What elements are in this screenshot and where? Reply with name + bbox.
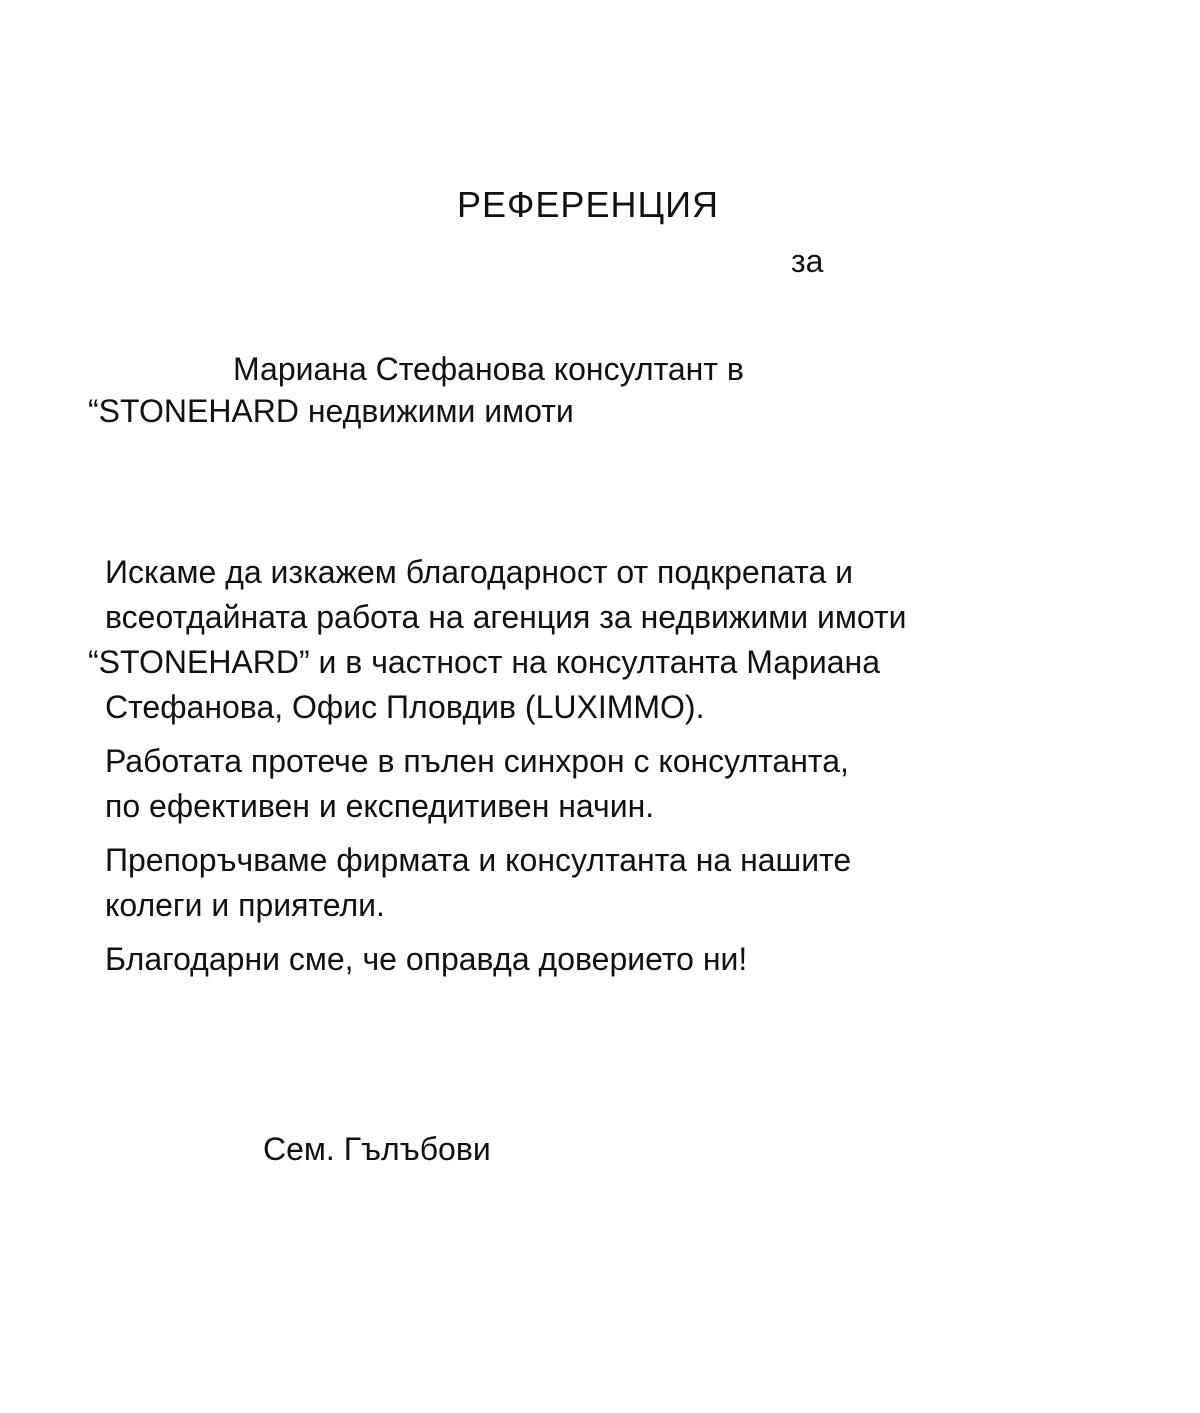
letter-body [88,550,1115,991]
body-line: Работата протече в пълен синхрон с консултанта, [105,743,849,779]
recipient-name-line: Мариана Стефанова консултант в [233,351,744,387]
recipient-company-line: “STONEHARD недвижими имоти [88,393,574,429]
paragraph [105,937,1115,982]
body-line: “STONEHARD” и в частност на консултанта Мариана [88,644,880,680]
body-line: Препоръчваме фирмата и консултанта на нашите [105,842,852,878]
body-line: Стефанова, Офис Пловдив (LUXIMMO). [105,689,705,725]
body-line: по ефективен и експедитивен начин. [105,788,655,824]
page-title: РЕФЕРЕНЦИЯ [457,184,719,225]
recipient-heading [88,348,744,432]
body-line: всеотдайната работа на агенция за недвижими имоти [105,599,907,635]
paragraph [88,550,1115,730]
body-line: Благодарни сме, че оправда доверието ни! [105,941,748,977]
paragraph [105,838,1115,928]
body-line: Искаме да изкажем благодарност от подкрепата и [105,554,853,590]
signature: Сем. Гълъбови [263,1131,491,1167]
body-line: колеги и приятели. [105,887,385,923]
title-preposition: за [791,243,824,279]
paragraph [105,739,1115,829]
